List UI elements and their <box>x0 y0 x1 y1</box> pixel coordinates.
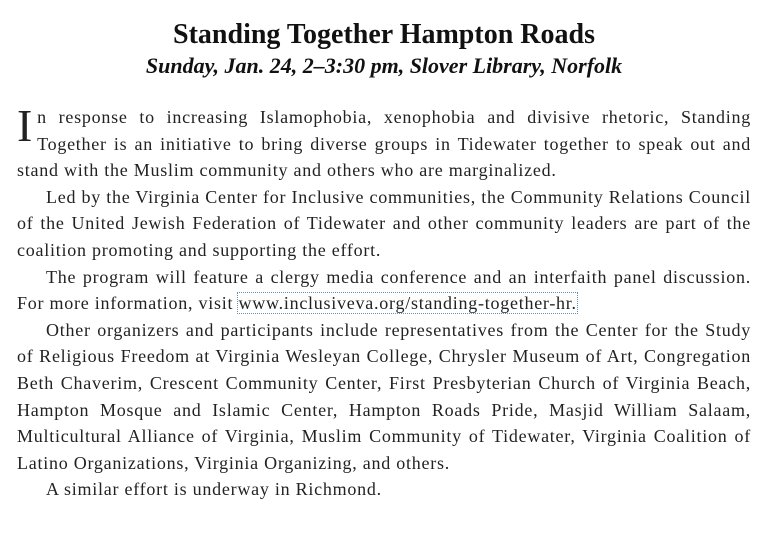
event-details: Sunday, Jan. 24, 2–3:30 pm, Slover Library, Norfolk <box>145 53 623 78</box>
info-link[interactable]: www.inclusiveva.org/standing-together-hr. <box>238 293 577 314</box>
paragraph-richmond: A similar effort is underway in Richmond. <box>46 479 382 500</box>
paragraph-intro <box>17 100 751 184</box>
paragraph-intro-text: n response to increasing Islamophobia, xenophobia and divisive rhetoric, Standing Together is an initiative to bring diverse groups in Tidewater together to speak out and stand with the Muslim community and others who are marginalized. <box>17 107 751 181</box>
paragraph-program <box>17 264 751 317</box>
headline: Standing Together Hampton Roads <box>173 19 595 50</box>
article-body <box>17 100 751 503</box>
drop-cap: I <box>17 100 34 151</box>
paragraph-organizers-lead: Led by the Virginia Center for Inclusive communities, the Community Relations Council of the United Jewish Federation of Tidewater and other community leaders are part of the coalition promoting and supporting the effort. <box>17 186 751 260</box>
paragraph-program-text: The program will feature a clergy media conference and an interfaith panel discussion. For more information, visit <box>17 266 751 314</box>
paragraph-participants: Other organizers and participants include representatives from the Center for the Study of Religious Freedom at Virginia Wesleyan College, Chrysler Museum of Art, Congregation Beth Chaverim, Crescent Community Center, First Presbyterian Church of Virginia Beach, Hampton Mosque and Islamic Center, Hampton Roads Pride, Masjid William Salaam, Multicultural Alliance of Virginia, Muslim Community of Tidewater, Virginia Coalition of Latino Organizations, Virginia Organizing, and others. <box>17 319 751 473</box>
